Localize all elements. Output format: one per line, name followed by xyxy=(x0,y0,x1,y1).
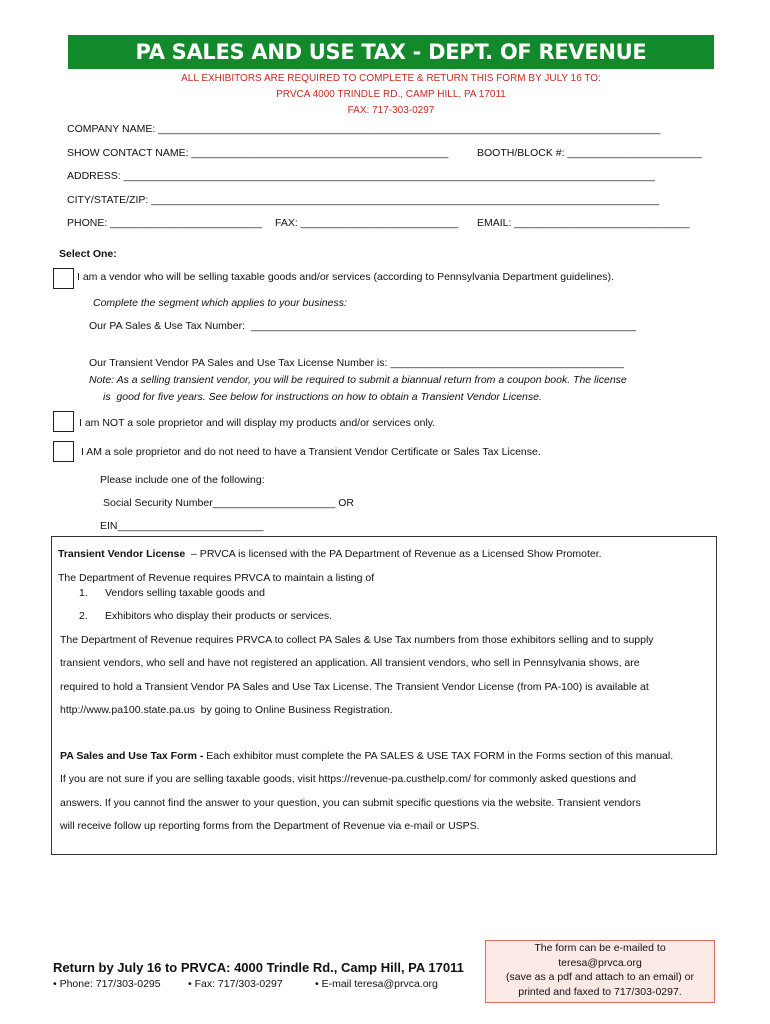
email-field[interactable]: EMAIL: ______________________________ xyxy=(477,217,690,229)
footer-email: • E-mail teresa@prvca.org xyxy=(315,978,438,990)
list-number-1: 1. xyxy=(79,587,88,599)
transient-vendor-heading: Transient Vendor License xyxy=(58,548,186,560)
city-state-zip-field[interactable]: CITY/STATE/ZIP: _______________________________________________________________________________________ xyxy=(67,194,660,206)
transient-note-line2: is good for five years. See below for instructions on how to obtain a Transient Vendor License. xyxy=(103,391,542,403)
footer-fax: • Fax: 717/303-0297 xyxy=(188,978,283,990)
transient-license-field[interactable]: Our Transient Vendor PA Sales and Use Tax License Number is: ________________________________________ xyxy=(89,357,624,369)
transient-vendor-paragraph xyxy=(58,548,602,560)
not-sole-proprietor-label: I am NOT a sole proprietor and will display my products and/or services only. xyxy=(79,417,436,429)
ssn-field[interactable]: Social Security Number_____________________ OR xyxy=(103,497,355,509)
listing-intro: The Department of Revenue requires PRVCA to maintain a listing of xyxy=(58,572,375,584)
show-contact-field[interactable]: SHOW CONTACT NAME: ____________________________________________ xyxy=(67,147,449,159)
collection-paragraph-line3: required to hold a Transient Vendor PA Sales and Use Tax License. The Transient Vendor License (from PA-100) is available at xyxy=(60,681,649,693)
email-instructions-box xyxy=(485,940,715,1003)
include-instruction: Please include one of the following: xyxy=(100,474,265,486)
list-item-1: Vendors selling taxable goods and xyxy=(105,587,265,599)
requirement-notice: ALL EXHIBITORS ARE REQUIRED TO COMPLETE & RETURN THIS FORM BY JULY 16 TO: xyxy=(181,73,601,84)
list-number-2: 2. xyxy=(79,610,88,622)
tax-form-line2: If you are not sure if you are selling taxable goods, visit https://revenue-pa.custhelp.com/ for commonly asked questions and xyxy=(60,773,637,785)
segment-note: Complete the segment which applies to your business: xyxy=(93,297,347,309)
tax-form-paragraph xyxy=(60,750,673,762)
vendor-taxable-checkbox[interactable] xyxy=(53,268,74,289)
email-box-line1: The form can be e-mailed to xyxy=(534,942,666,954)
address-field[interactable]: ADDRESS: ___________________________________________________________________________________________ xyxy=(67,170,655,182)
page-title: PA SALES AND USE TAX - DEPT. OF REVENUE xyxy=(68,35,714,69)
tax-form-line4: will receive follow up reporting forms from the Department of Revenue via e-mail or USPS. xyxy=(60,820,480,832)
company-name-field[interactable]: COMPANY NAME: ______________________________________________________________________________________ xyxy=(67,123,661,135)
tax-number-field[interactable]: Our PA Sales & Use Tax Number: __________________________________________________________________ xyxy=(89,320,637,332)
booth-block-field[interactable]: BOOTH/BLOCK #: _______________________ xyxy=(477,147,702,159)
footer-phone: • Phone: 717/303-0295 xyxy=(53,978,161,990)
collection-paragraph-line1: The Department of Revenue requires PRVCA to collect PA Sales & Use Tax numbers from those exhibitors selling and to supply xyxy=(60,634,654,646)
not-sole-proprietor-checkbox[interactable] xyxy=(53,411,74,432)
list-item-2: Exhibitors who display their products or services. xyxy=(105,610,333,622)
ein-field[interactable]: EIN_________________________ xyxy=(100,520,264,532)
email-box-line2: teresa@prvca.org xyxy=(558,956,642,969)
vendor-taxable-label: I am a vendor who will be selling taxable goods and/or services (according to Pennsylvania Department guidelines). xyxy=(77,271,614,283)
email-box-line3: (save as a pdf and attach to an email) or xyxy=(506,971,694,983)
transient-vendor-text: – PRVCA is licensed with the PA Department of Revenue as a Licensed Show Promoter. xyxy=(185,548,602,560)
select-one-heading: Select One: xyxy=(59,248,117,260)
phone-field[interactable]: PHONE: __________________________ xyxy=(67,217,263,229)
sole-proprietor-checkbox[interactable] xyxy=(53,441,74,462)
sole-proprietor-label: I AM a sole proprietor and do not need to have a Transient Vendor Certificate or Sales Tax License. xyxy=(81,446,541,458)
return-fax: FAX: 717-303-0297 xyxy=(347,105,435,116)
return-address: PRVCA 4000 TRINDLE RD., CAMP HILL, PA 17011 xyxy=(276,89,506,100)
transient-note-line1: Note: As a selling transient vendor, you will be required to submit a biannual return from a coupon book. The license xyxy=(89,374,627,386)
collection-paragraph-line4: http://www.pa100.state.pa.us by going to Online Business Registration. xyxy=(60,704,393,716)
tax-form-heading: PA Sales and Use Tax Form - xyxy=(60,750,204,762)
return-by-line: Return by July 16 to PRVCA: 4000 Trindle Rd., Camp Hill, PA 17011 xyxy=(53,960,464,975)
tax-form-line3: answers. If you cannot find the answer to your question, you can submit specific questions via the website. Transient vendors xyxy=(60,797,641,809)
tax-form-line1: Each exhibitor must complete the PA SALES & USE TAX FORM in the Forms section of this manual. xyxy=(203,750,674,762)
collection-paragraph-line2: transient vendors, who sell and have not registered an application. All transient vendors, who sell in Pennsylvania shows, are xyxy=(60,657,640,669)
email-box-line4: printed and faxed to 717/303-0297. xyxy=(518,985,682,998)
fax-field[interactable]: FAX: ___________________________ xyxy=(275,217,459,229)
